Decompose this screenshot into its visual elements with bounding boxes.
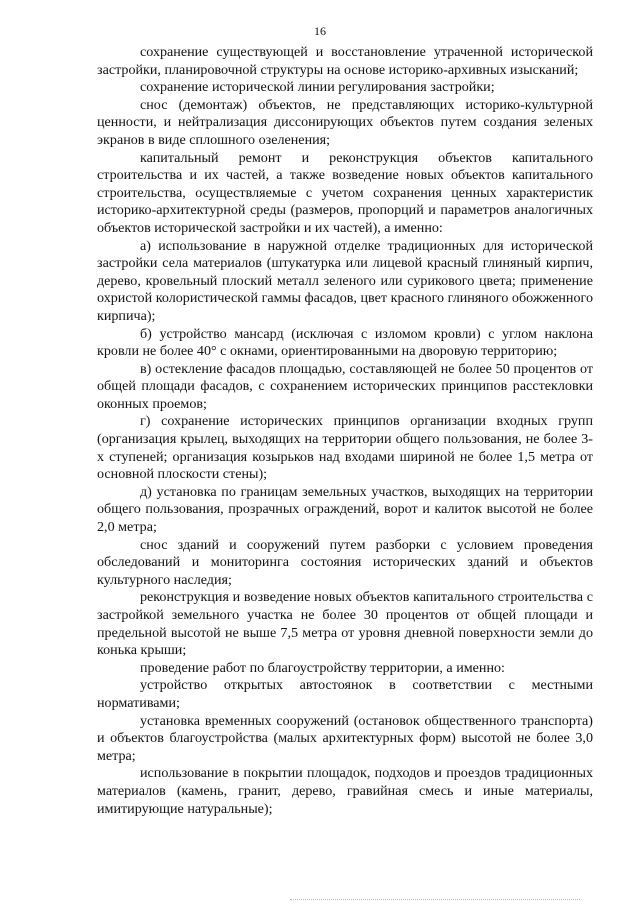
paragraph: реконструкция и возведение новых объектов капитального строительства с застройкой земельного участка не более 30 процентов от общей площади и предельной высотой не выше 7,5 метра от уровня дневной поверхности земли до конька крыши; (97, 589, 593, 659)
paragraph: снос зданий и сооружений путем разборки с условием проведения обследований и мониторинга состояния исторических зданий и объектов культурного наследия; (97, 536, 593, 588)
page-number: 16 (314, 24, 326, 38)
paragraph: г) сохранение исторических принципов организации входных групп (организация крылец, выходящих на территории общего пользования, не более 3-х ступеней; организация козырьков над входами шириной не более 1,5 метра от основной плоскости стены); (97, 413, 593, 483)
paragraph: установка временных сооружений (остановок общественного транспорта) и объектов благоустройства (малых архитектурных форм) высотой не более 3,0 метра; (97, 712, 593, 764)
paragraph: снос (демонтаж) объектов, не представляющих историко-культурной ценности, и нейтрализация диссонирующих объектов путем создания зеленых экранов в виде сплошного озеленения; (97, 96, 593, 148)
document-body (97, 44, 593, 818)
paragraph: в) остекление фасадов площадью, составляющей не более 50 процентов от общей площади фасадов, с сохранением исторических принципов расстекловки оконных проемов; (97, 360, 593, 412)
paragraph: д) установка по границам земельных участков, выходящих на территории общего пользования, прозрачных ограждений, ворот и калиток высотой не более 2,0 метра; (97, 483, 593, 536)
paragraph: сохранение существующей и восстановление утраченной исторической застройки, планировочной структуры на основе историко-архивных изысканий; (97, 44, 593, 78)
paragraph: использование в покрытии площадок, подходов и проездов традиционных материалов (камень, гранит, дерево, гравийная смесь и иные материалы, имитирующие натуральные); (97, 765, 593, 817)
paragraph: проведение работ по благоустройству территории, а именно: (140, 659, 505, 676)
scan-footer-line (290, 899, 580, 901)
paragraph: устройство открытых автостоянок в соответствии с местными нормативами; (97, 677, 593, 711)
paragraph: сохранение исторической линии регулирования застройки; (140, 79, 495, 96)
paragraph: а) использование в наружной отделке традиционных для исторической застройки села материалов (штукатурка или лицевой красный глиняный кирпич, дерево, кровельный плоский металл зеленого или сурикового цвета; применение охристой колористической гаммы фасадов, цвет красного глиняного обожженного кирпича); (97, 237, 593, 324)
paragraph: капитальный ремонт и реконструкция объектов капитального строительства и их частей, а также возведение новых объектов капитального строительства, осуществляемые с учетом сохранения ценных характеристик историко-архитектурной среды (размеров, пропорций и параметров аналогичных объектов исторической застройки и их частей), а именно: (97, 149, 593, 236)
paragraph: б) устройство мансард (исключая с изломом кровли) с углом наклона кровли не более 40° с окнами, ориентированными на дворовую территорию; (97, 325, 593, 360)
